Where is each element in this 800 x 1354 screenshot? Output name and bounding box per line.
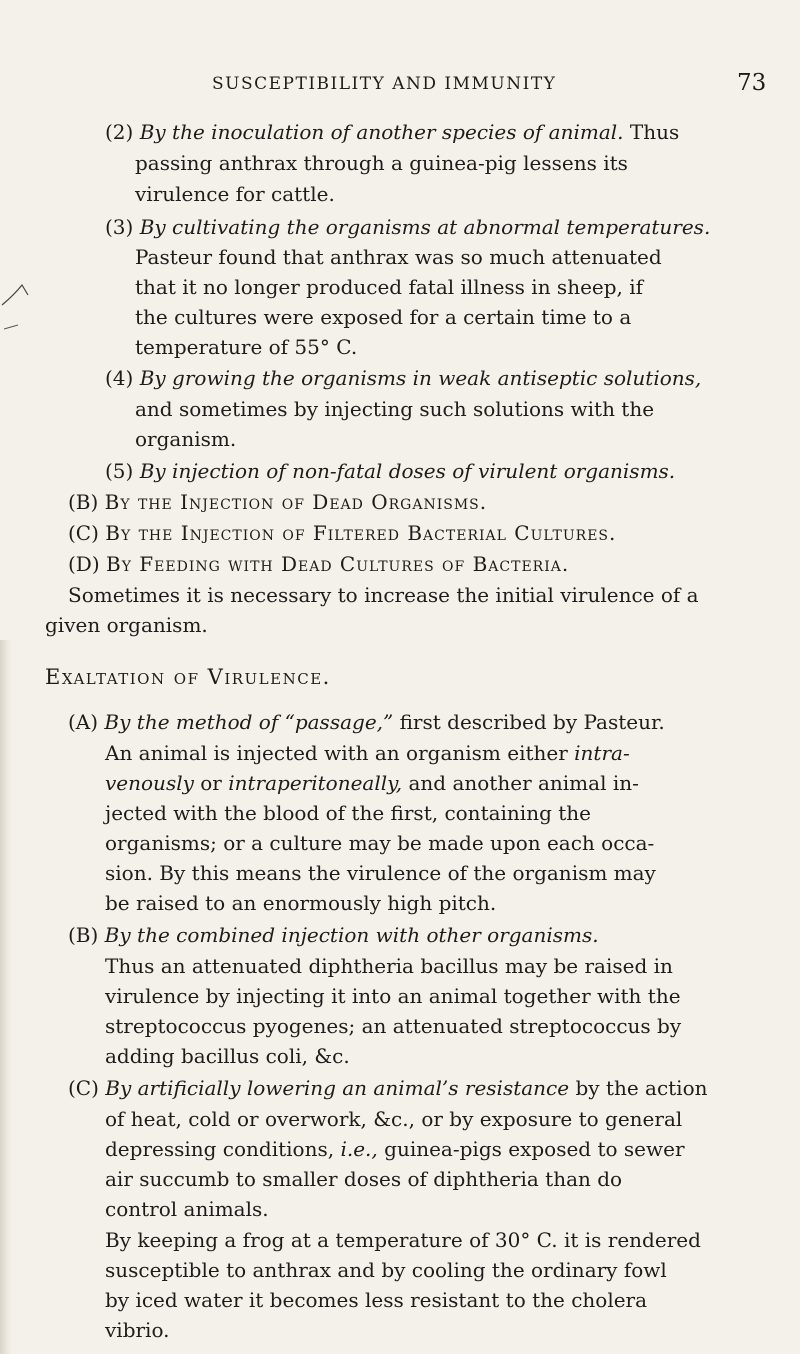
page-number: 73 [737, 70, 767, 96]
item-label: (3) [105, 215, 134, 239]
item-heading: By the method of “passage,” [104, 710, 394, 734]
text-line: vibrio. [105, 1318, 170, 1342]
text-line: Sometimes it is necessary to increase the initial virulence of a [68, 583, 699, 607]
text-line: virulence by injecting it into an animal together with the [105, 984, 681, 1008]
line-text: Thus [623, 120, 680, 144]
text-line [68, 549, 569, 579]
running-title: SUSCEPTIBILITY AND IMMUNITY [212, 74, 557, 94]
line-text-italic: i.e., [340, 1137, 378, 1161]
item-heading: By artificially lowering an animal’s resistance [105, 1076, 570, 1100]
item-label: (A) [68, 710, 99, 734]
item-label: (5) [105, 459, 134, 483]
item-heading: By the inoculation of another species of animal. [139, 120, 624, 144]
text-line: organisms; or a culture may be made upon each occa- [105, 831, 655, 855]
line-text: or [193, 771, 229, 795]
line-text: An animal is injected with an organism either [105, 741, 575, 765]
text-line [68, 518, 616, 548]
text-line [68, 487, 487, 517]
text-line [105, 1134, 685, 1164]
line-text: depressing conditions, [105, 1137, 341, 1161]
text-line: by iced water it becomes less resistant to the cholera [105, 1288, 648, 1312]
item-heading: By the Injection of Filtered Bacterial Cultures. [105, 521, 617, 545]
text-line: passing anthrax through a guinea-pig lessens its [135, 151, 628, 175]
text-line [105, 738, 630, 768]
item-label: (B) [68, 490, 99, 514]
text-line: jected with the blood of the first, containing the [105, 801, 591, 825]
item-heading: By cultivating the organisms at abnormal temperatures. [139, 215, 711, 239]
line-text: first described by Pasteur. [393, 710, 665, 734]
text-line: control animals. [105, 1197, 269, 1221]
item-heading: By Feeding with Dead Cultures of Bacteria. [106, 552, 570, 576]
page-curl-mark [0, 283, 40, 333]
text-line: virulence for cattle. [135, 182, 335, 206]
item-label: (2) [105, 120, 134, 144]
text-line: of heat, cold or overwork, &c., or by exposure to general [105, 1107, 683, 1131]
text-line: Pasteur found that anthrax was so much attenuated [135, 245, 662, 269]
text-line: Thus an attenuated diphtheria bacillus may be raised in [105, 954, 673, 978]
text-line [105, 117, 679, 147]
item-heading: By the Injection of Dead Organisms. [104, 490, 488, 514]
item-heading: By growing the organisms in weak antiseptic solutions, [139, 366, 702, 390]
line-text: by the action [569, 1076, 708, 1100]
text-line: By keeping a frog at a temperature of 30° C. it is rendered [105, 1228, 701, 1252]
item-label: (C) [68, 1076, 99, 1100]
item-heading: By the combined injection with other organisms. [104, 923, 599, 947]
page-edge-shadow [0, 640, 12, 1354]
text-line [105, 363, 701, 393]
line-text: guinea-pigs exposed to sewer [377, 1137, 685, 1161]
text-line [105, 456, 675, 486]
item-heading: By injection of non-fatal doses of virulent organisms. [139, 459, 676, 483]
text-line [68, 1073, 708, 1103]
text-line: susceptible to anthrax and by cooling the ordinary fowl [105, 1258, 667, 1282]
text-line [105, 212, 710, 242]
running-head [0, 70, 800, 100]
text-line: adding bacillus coli, &c. [105, 1044, 350, 1068]
text-line: streptococcus pyogenes; an attenuated streptococcus by [105, 1014, 682, 1038]
text-line: that it no longer produced fatal illness in sheep, if [135, 275, 644, 299]
item-label: (C) [68, 521, 99, 545]
item-label: (D) [68, 552, 100, 576]
text-line: air succumb to smaller doses of diphtheria than do [105, 1167, 623, 1191]
text-line: given organism. [45, 613, 208, 637]
line-text-italic: intra- [574, 741, 630, 765]
section-heading: Exaltation of Virulence. [45, 665, 331, 689]
item-label: (4) [105, 366, 134, 390]
text-line: sion. By this means the virulence of the organism may [105, 861, 656, 885]
text-line [68, 920, 599, 950]
text-line: the cultures were exposed for a certain time to a [135, 305, 632, 329]
text-line: organism. [135, 427, 237, 451]
line-text: and another animal in- [402, 771, 639, 795]
text-line: and sometimes by injecting such solutions with the [135, 397, 655, 421]
text-line: be raised to an enormously high pitch. [105, 891, 497, 915]
line-text-italic: venously [105, 771, 194, 795]
item-label: (B) [68, 923, 99, 947]
line-text-italic: intraperitoneally, [228, 771, 403, 795]
text-line [68, 707, 665, 737]
text-line [105, 768, 639, 798]
text-line: temperature of 55° C. [135, 335, 358, 359]
